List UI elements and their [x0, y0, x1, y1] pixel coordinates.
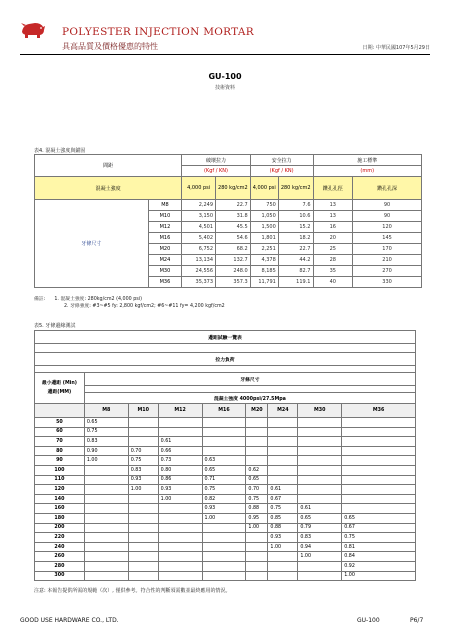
ratio-cell [268, 552, 298, 562]
ratio-cell: 0.65 [342, 513, 416, 523]
ratio-cell [84, 465, 128, 475]
ratio-cell [268, 561, 298, 571]
table1-cell: M10 [148, 211, 182, 222]
edge-distance-cell: 180 [35, 513, 85, 523]
edge-distance-cell: 240 [35, 542, 85, 552]
size-column-header: M8 [84, 404, 128, 418]
note-1: 1. 混凝土強度: 280kg/cm2 (4,000 psi) [54, 297, 142, 302]
ratio-cell: 0.66 [158, 446, 202, 456]
kg-1: 280 kg/cm2 [216, 177, 251, 200]
ratio-cell [298, 456, 342, 466]
ratio-cell: 0.83 [84, 437, 128, 447]
table1-cell: 28 [313, 255, 353, 266]
ratio-cell [298, 427, 342, 437]
ratio-cell [268, 571, 298, 581]
ratio-cell: 1.00 [298, 552, 342, 562]
table2-row [35, 465, 416, 475]
table1-row [35, 200, 422, 211]
row-concrete-strength: 混凝土強度 [35, 177, 182, 200]
table1-cell: 2,251 [250, 244, 278, 255]
header-std: 施工標準 [313, 155, 422, 166]
ratio-cell [128, 418, 158, 428]
table1-cell: 8,185 [250, 266, 278, 277]
ratio-cell: 1.00 [202, 513, 246, 523]
brand-name: POLYESTER INJECTION MORTAR [62, 26, 255, 38]
ratio-cell [298, 465, 342, 475]
size-column-header: M12 [158, 404, 202, 418]
ratio-cell [268, 446, 298, 456]
ratio-cell: 0.94 [298, 542, 342, 552]
table2-row [35, 504, 416, 514]
table1-cell: 22.7 [278, 244, 313, 255]
edge-distance-cell: 280 [35, 561, 85, 571]
table2-row [35, 542, 416, 552]
ratio-cell: 0.71 [202, 475, 246, 485]
table1-cell: 4,378 [250, 255, 278, 266]
table1-cell: 132.7 [216, 255, 251, 266]
table1-cell: M24 [148, 255, 182, 266]
footer-company: GOOD USE HARDWARE CO., LTD. [20, 617, 119, 624]
ratio-cell: 0.88 [268, 523, 298, 533]
edge-distance-cell: 110 [35, 475, 85, 485]
table1-cell: 1,050 [250, 211, 278, 222]
table1-cell: 24,556 [182, 266, 216, 277]
ratio-cell [202, 542, 246, 552]
concrete-header: 混凝土強度 4000psi/27.5Mpa [84, 393, 415, 404]
ratio-cell: 0.75 [246, 494, 268, 504]
ratio-cell [342, 485, 416, 495]
ratio-cell [202, 418, 246, 428]
ratio-cell [298, 418, 342, 428]
table1-cell: 54.6 [216, 233, 251, 244]
edge-distance-cell: 100 [35, 465, 85, 475]
ratio-cell: 1.00 [246, 523, 268, 533]
table2-caption: 表5. 牙條邊緣測試 [34, 323, 76, 329]
ratio-cell: 0.63 [202, 456, 246, 466]
table1-cell: 3,150 [182, 211, 216, 222]
ratio-cell: 0.92 [342, 561, 416, 571]
table2-subtitle: 拉力負荷 [35, 353, 416, 366]
ratio-cell: 0.93 [158, 485, 202, 495]
edge-distance-cell: 60 [35, 427, 85, 437]
header-tension-unit: (Kgf / KN) [182, 166, 251, 177]
ratio-cell: 0.75 [84, 427, 128, 437]
edge-distance-cell: 300 [35, 571, 85, 581]
table1-notes [34, 296, 225, 310]
ratio-cell [158, 571, 202, 581]
ratio-cell [246, 552, 268, 562]
ratio-cell: 0.81 [342, 542, 416, 552]
rhino-logo [20, 20, 46, 38]
ratio-cell: 0.62 [246, 465, 268, 475]
table1-cell: 4,501 [182, 222, 216, 233]
edge-distance-cell: 50 [35, 418, 85, 428]
ratio-cell: 0.67 [342, 523, 416, 533]
table2-row [35, 437, 416, 447]
table1-cell: M36 [148, 277, 182, 288]
table1-cell: M20 [148, 244, 182, 255]
ratio-cell [202, 437, 246, 447]
ratio-cell: 0.84 [342, 552, 416, 562]
ratio-cell [342, 475, 416, 485]
table1-caption: 表4. 混凝土強度與錨固 [34, 148, 86, 154]
ratio-cell: 0.88 [246, 504, 268, 514]
ratio-cell [128, 552, 158, 562]
kg-2: 280 kg/cm2 [278, 177, 313, 200]
table1-cell: 210 [353, 255, 422, 266]
ratio-cell [268, 475, 298, 485]
ratio-cell: 1.00 [84, 456, 128, 466]
ratio-cell: 1.00 [268, 542, 298, 552]
ratio-cell [342, 465, 416, 475]
table1-cell: 25 [313, 244, 353, 255]
edge-distance-cell: 80 [35, 446, 85, 456]
ratio-cell [158, 533, 202, 543]
ratio-cell [342, 418, 416, 428]
ratio-cell: 0.65 [246, 475, 268, 485]
ratio-cell [128, 504, 158, 514]
ratio-cell [84, 513, 128, 523]
edge-distance-cell: 120 [35, 485, 85, 495]
table1-cell: 68.2 [216, 244, 251, 255]
size-column-header: M20 [246, 404, 268, 418]
ratio-cell [202, 446, 246, 456]
ratio-cell [298, 437, 342, 447]
ratio-cell: 0.85 [268, 513, 298, 523]
edge-distance-cell: 140 [35, 494, 85, 504]
ratio-cell [158, 418, 202, 428]
table2-row [35, 533, 416, 543]
ratio-cell: 0.86 [158, 475, 202, 485]
size-column-header: M16 [202, 404, 246, 418]
footer-code: GU-100 [357, 617, 380, 624]
document-subtitle: 技術資料 [214, 85, 235, 91]
ratio-cell [84, 571, 128, 581]
ratio-cell [246, 456, 268, 466]
table1-cell: 2,249 [182, 200, 216, 211]
size-label: 牙條尺寸 [35, 200, 149, 288]
table2-row [35, 485, 416, 495]
ratio-cell: 0.67 [268, 494, 298, 504]
table1-cell: 13,134 [182, 255, 216, 266]
ratio-cell [298, 485, 342, 495]
ratio-cell [202, 523, 246, 533]
header-safe-unit: (Kgf / KN) [250, 166, 313, 177]
ratio-cell [128, 437, 158, 447]
table2-row [35, 456, 416, 466]
ratio-cell [202, 427, 246, 437]
anchor-strength-table [34, 154, 422, 288]
table1-cell: 750 [250, 200, 278, 211]
table2-row [35, 513, 416, 523]
ratio-cell: 0.65 [202, 465, 246, 475]
ratio-cell: 0.83 [298, 533, 342, 543]
table1-cell: M12 [148, 222, 182, 233]
ratio-cell [342, 437, 416, 447]
table1-cell: 90 [353, 200, 422, 211]
table2-row [35, 523, 416, 533]
ratio-cell [158, 523, 202, 533]
ratio-cell [268, 437, 298, 447]
document-date: 日期: 中華民國107年5月29日 [362, 45, 430, 51]
ratio-cell [84, 561, 128, 571]
ratio-cell [342, 446, 416, 456]
ratio-cell [298, 494, 342, 504]
ratio-cell: 0.83 [128, 465, 158, 475]
header-tension: 破壞拉力 [182, 155, 251, 166]
size-corner [35, 404, 85, 418]
ratio-cell: 0.93 [128, 475, 158, 485]
ratio-cell: 0.93 [202, 504, 246, 514]
table1-cell: 20 [313, 233, 353, 244]
table1-cell: 248.0 [216, 266, 251, 277]
ratio-cell [202, 552, 246, 562]
size-column-header: M30 [298, 404, 342, 418]
psi-2: 4,000 psi [250, 177, 278, 200]
ratio-cell [84, 494, 128, 504]
ratio-cell [246, 571, 268, 581]
ratio-cell [246, 427, 268, 437]
table1-cell: 15.2 [278, 222, 313, 233]
table2-row [35, 552, 416, 562]
ratio-cell: 0.90 [84, 446, 128, 456]
table2-spacer-2 [35, 366, 416, 373]
table1-cell: 16 [313, 222, 353, 233]
ratio-cell [128, 561, 158, 571]
table1-cell: 5,402 [182, 233, 216, 244]
ratio-cell [128, 533, 158, 543]
notes-label: 備註: [34, 297, 46, 302]
ratio-cell: 1.00 [128, 485, 158, 495]
ratio-cell: 0.65 [84, 418, 128, 428]
ratio-cell [158, 427, 202, 437]
edge-distance-cell: 160 [35, 504, 85, 514]
table2-note: 注意: 本報告提供所需的規範（次）, 僅供參考。符合性的判斷須需數並最終應用的情況。 [34, 588, 231, 594]
drill-depth: 鑽孔孔深 [353, 177, 422, 200]
table1-cell: 82.7 [278, 266, 313, 277]
ratio-cell [128, 513, 158, 523]
table1-cell: 357.3 [216, 277, 251, 288]
table1-cell: 22.7 [216, 200, 251, 211]
edge-distance-cell: 90 [35, 456, 85, 466]
table1-cell: 120 [353, 222, 422, 233]
table1-cell: 119.1 [278, 277, 313, 288]
ratio-cell [246, 561, 268, 571]
ratio-cell [268, 418, 298, 428]
table2-row [35, 418, 416, 428]
ratio-cell: 0.79 [298, 523, 342, 533]
table2-title: 邊距試驗一覽表 [35, 331, 416, 344]
ratio-cell [158, 513, 202, 523]
size-column-header: M24 [268, 404, 298, 418]
table1-cell: M8 [148, 200, 182, 211]
ratio-cell [268, 456, 298, 466]
table1-cell: 40 [313, 277, 353, 288]
document-title: GU-100 [208, 72, 242, 81]
ratio-cell: 0.73 [158, 456, 202, 466]
ratio-cell [158, 542, 202, 552]
edge-distance-cell: 70 [35, 437, 85, 447]
table2-row [35, 427, 416, 437]
ratio-cell [158, 552, 202, 562]
ratio-cell [298, 446, 342, 456]
ratio-cell: 0.70 [128, 446, 158, 456]
table1-cell: 45.5 [216, 222, 251, 233]
ratio-cell [342, 456, 416, 466]
drill-diameter: 鑽孔孔徑 [313, 177, 353, 200]
brand-slogan: 具高品質及價格優惠的特性 [62, 42, 158, 51]
ratio-cell: 1.00 [342, 571, 416, 581]
ratio-cell: 1.00 [158, 494, 202, 504]
header-spacing: 間距 [35, 155, 182, 177]
header-safe: 安全拉力 [250, 155, 313, 166]
edge-distance-cell: 200 [35, 523, 85, 533]
note-2: 2. 牙條強度: #3~#5 fy: 2,800 kgf/cm2; #6~#11 fy= 4,200 kgf/cm2 [64, 304, 225, 309]
ratio-cell [128, 427, 158, 437]
table1-cell: 1,801 [250, 233, 278, 244]
ratio-cell [298, 561, 342, 571]
ratio-cell [128, 523, 158, 533]
edge-distance-cell: 220 [35, 533, 85, 543]
ratio-cell [84, 542, 128, 552]
table2-row [35, 571, 416, 581]
ratio-cell [246, 533, 268, 543]
table1-cell: 330 [353, 277, 422, 288]
ratio-cell [202, 533, 246, 543]
table1-cell: 31.8 [216, 211, 251, 222]
edge-distance-table [34, 330, 416, 581]
table1-cell: 1,500 [250, 222, 278, 233]
ratio-cell [268, 427, 298, 437]
ratio-cell: 0.61 [268, 485, 298, 495]
table1-cell: 6,752 [182, 244, 216, 255]
ratio-cell [84, 475, 128, 485]
size-header: 牙條尺寸 [84, 373, 415, 386]
table1-cell: M30 [148, 266, 182, 277]
ratio-cell [84, 552, 128, 562]
table2-row [35, 561, 416, 571]
ratio-cell: 0.75 [128, 456, 158, 466]
ratio-cell [246, 542, 268, 552]
table2-row [35, 446, 416, 456]
ratio-cell [246, 437, 268, 447]
ratio-cell: 0.70 [246, 485, 268, 495]
min-edge-header: 最小邊距 (Min) 邊距(MM) [35, 373, 85, 404]
table1-cell: 18.2 [278, 233, 313, 244]
table2-row [35, 494, 416, 504]
ratio-cell [158, 504, 202, 514]
table1-cell: 35 [313, 266, 353, 277]
ratio-cell [342, 427, 416, 437]
ratio-cell [84, 523, 128, 533]
ratio-cell: 0.75 [342, 533, 416, 543]
ratio-cell: 0.75 [202, 485, 246, 495]
ratio-cell [246, 418, 268, 428]
size-column-header: M10 [128, 404, 158, 418]
table1-cell: 145 [353, 233, 422, 244]
ratio-cell: 0.82 [202, 494, 246, 504]
ratio-cell [158, 561, 202, 571]
ratio-cell [128, 542, 158, 552]
ratio-cell [128, 494, 158, 504]
edge-distance-cell: 260 [35, 552, 85, 562]
ratio-cell [268, 465, 298, 475]
ratio-cell: 0.61 [158, 437, 202, 447]
ratio-cell [298, 475, 342, 485]
ratio-cell [298, 571, 342, 581]
ratio-cell [202, 571, 246, 581]
ratio-cell [84, 485, 128, 495]
ratio-cell: 0.80 [158, 465, 202, 475]
ratio-cell [84, 504, 128, 514]
table1-cell: 10.6 [278, 211, 313, 222]
table1-cell: 11,791 [250, 277, 278, 288]
table2-row [35, 475, 416, 485]
table1-cell: 270 [353, 266, 422, 277]
table1-cell: 35,373 [182, 277, 216, 288]
size-header-spacer [84, 386, 415, 393]
footer-page: P6/7 [410, 617, 424, 624]
ratio-cell: 0.95 [246, 513, 268, 523]
ratio-cell: 0.75 [268, 504, 298, 514]
size-column-header: M36 [342, 404, 416, 418]
header-std-unit: (mm) [313, 166, 422, 177]
table1-cell: 13 [313, 211, 353, 222]
table2-spacer [35, 344, 416, 353]
ratio-cell: 0.65 [298, 513, 342, 523]
table1-cell: 170 [353, 244, 422, 255]
ratio-cell [202, 561, 246, 571]
ratio-cell [246, 446, 268, 456]
table1-cell: 13 [313, 200, 353, 211]
ratio-cell [342, 494, 416, 504]
table1-cell: M16 [148, 233, 182, 244]
ratio-cell [84, 533, 128, 543]
psi-1: 4,000 psi [182, 177, 216, 200]
table1-cell: 44.2 [278, 255, 313, 266]
ratio-cell [342, 504, 416, 514]
table1-cell: 7.6 [278, 200, 313, 211]
header-divider [20, 54, 430, 55]
table1-cell: 90 [353, 211, 422, 222]
ratio-cell: 0.61 [298, 504, 342, 514]
ratio-cell: 0.93 [268, 533, 298, 543]
ratio-cell [128, 571, 158, 581]
